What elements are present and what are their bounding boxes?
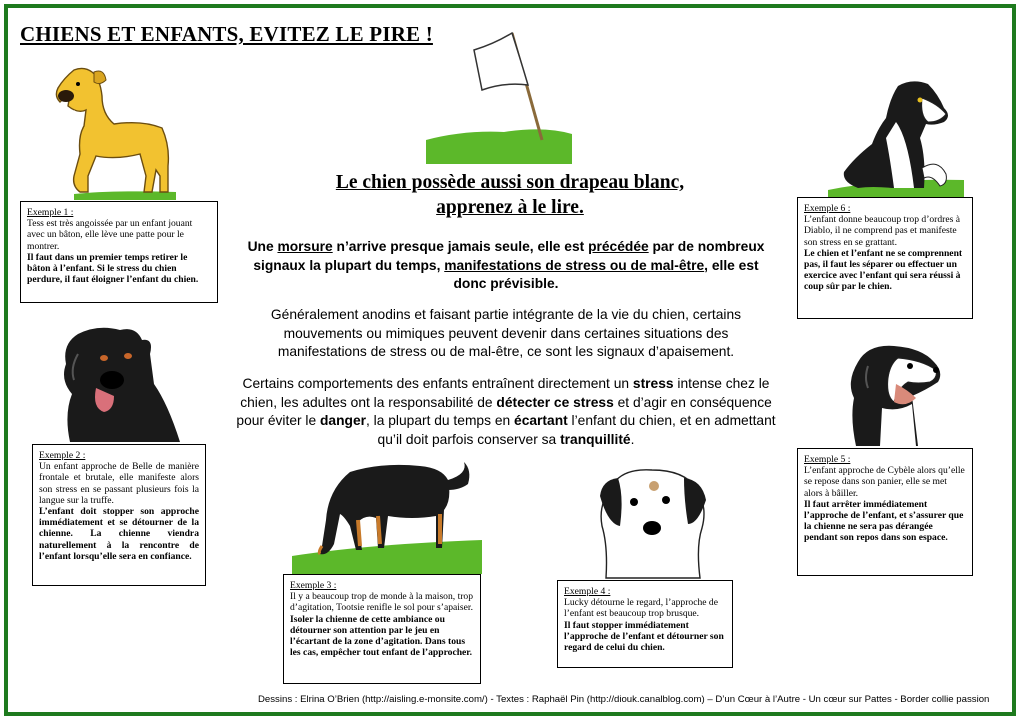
p3-text-e: l’enfant du chien, et en admettant qu’il doit parfois conserver sa bbox=[377, 413, 776, 447]
example-6-advice: Le chien et l’enfant ne se comprennent pas, il faut les séparer ou effectuer un exercice avec l’enfant qui sera réussi à coup sûr par le chien. bbox=[804, 247, 963, 293]
example-2-advice: L’enfant doit stopper son approche immédiatement et se détourner de la chienne. La chienne viendra naturellement à la rencontre de l’enfant lorsqu’elle sera en confiance. bbox=[39, 506, 199, 562]
yellow-dog-illustration bbox=[44, 66, 184, 200]
example-3-text: Il y a beaucoup trop de monde à la maison, trop d’agitation, Tootsie renifle le sol pour s’apaiser. bbox=[290, 591, 474, 614]
example-6-label: Exemple 6 : bbox=[804, 203, 851, 214]
intro-text-1: Une bbox=[247, 239, 278, 254]
intro-precedee: précédée bbox=[588, 239, 649, 254]
intro-manifestations: manifestations de stress ou de mal-être bbox=[444, 257, 705, 273]
center-subtitle bbox=[250, 170, 770, 220]
p3-text-c: et d’agir en conséquence pour éviter le bbox=[236, 394, 772, 428]
scratching-dog-illustration bbox=[828, 78, 966, 198]
example-4-advice: Il faut stopper immédiatement l’approche de l’enfant et détourner son regard de celui du chien. bbox=[564, 619, 724, 654]
p3-stress: stress bbox=[632, 376, 674, 391]
page-title: CHIENS ET ENFANTS, EVITEZ LE PIRE ! bbox=[20, 22, 433, 46]
example-5-advice: Il faut arrêter immédiatement l’approche de l’enfant, et s’assurer que la chienne ne sera pas dérangée pendant son repos dans son espace. bbox=[804, 498, 964, 544]
example-1-label: Exemple 1 : bbox=[27, 207, 74, 218]
example-1-text: Tess est très angoissée par un enfant jouant avec un bâton, elle lève une patte pour le montrer. bbox=[27, 218, 193, 252]
example-2-box bbox=[32, 444, 206, 586]
example-3-box bbox=[283, 574, 481, 684]
p3-ecartant: écartant bbox=[514, 413, 568, 428]
white-black-dog-face-illustration bbox=[592, 466, 712, 580]
example-2-label: Exemple 2 : bbox=[39, 450, 86, 461]
p3-text-a: Certains comportements des enfants entraînent directement un bbox=[242, 376, 633, 391]
intro-text-4: , elle est donc prévisible. bbox=[453, 257, 759, 291]
p3-detecter: détecter ce stress bbox=[496, 394, 614, 410]
example-4-label: Exemple 4 : bbox=[564, 586, 611, 597]
example-1-advice: Il faut dans un premier temps retirer le bâton à l’enfant. Si le stress du chien perdure, il faut éloigner l’enfant du chien. bbox=[27, 251, 199, 286]
example-2-text: Un enfant approche de Belle de manière frontale et brutale, elle manifeste alors son stress en se passant plusieurs fois la langue sur la truffe. bbox=[39, 461, 199, 506]
yawning-dog-illustration bbox=[842, 338, 946, 448]
p3-text-d: , la plupart du temps en bbox=[366, 413, 515, 428]
paragraph-2: Généralement anodins et faisant partie intégrante de la vie du chien, certains mouvements ou mimiques peuvent devenir dans certaines situations des manifestations de stress ou de mal-être, ce sont les signaux d’apaisement. bbox=[270, 307, 742, 359]
p3-text-f: . bbox=[630, 431, 635, 447]
example-4-text: Lucky détourne le regard, l’approche de l’enfant est beaucoup trop brusque. bbox=[564, 597, 718, 620]
example-1-box bbox=[20, 201, 218, 303]
credits-footer: Dessins : Elrina O’Brien (http://aisling.e-monsite.com/) - Textes : Raphaël Pin (http://diouk.canalblog.com) – D’un Cœur à l’Autre - Un cœur sur Pattes - Border collie passion bbox=[258, 694, 990, 705]
p3-text-b: intense chez le chien, les adultes ont la responsabilité de bbox=[240, 376, 770, 410]
subtitle-line-2: apprenez à le lire. bbox=[436, 197, 584, 218]
intro-paragraph bbox=[240, 238, 772, 294]
white-flag-illustration bbox=[424, 30, 574, 166]
example-3-advice: Isoler la chienne de cette ambiance ou détourner son attention par le jeu en l’écartant de la zone d’agitation. Dans tous les cas, empêcher tout enfant de l’approcher. bbox=[290, 613, 473, 659]
example-4-box bbox=[557, 580, 733, 668]
example-5-box bbox=[797, 448, 973, 576]
p3-danger: danger bbox=[320, 413, 366, 428]
example-6-box bbox=[797, 197, 973, 319]
intro-text-2: n’arrive presque jamais seule, elle est bbox=[332, 239, 589, 254]
sniffing-dog-illustration bbox=[292, 460, 482, 574]
black-scruffy-dog-illustration bbox=[58, 324, 184, 444]
p3-tranquillite: tranquillité bbox=[560, 431, 631, 447]
subtitle-line-1: Le chien possède aussi son drapeau blanc, bbox=[335, 172, 685, 193]
intro-morsure: morsure bbox=[277, 239, 333, 254]
example-3-label: Exemple 3 : bbox=[290, 580, 337, 591]
intro-text-3: par de nombreux signaux la plupart du temps, bbox=[253, 239, 765, 273]
example-6-text: L’enfant donne beaucoup trop d’ordres à Diablo, il ne comprend pas et manifeste son stress en se grattant. bbox=[804, 214, 961, 248]
example-5-text: L’enfant approche de Cybèle alors qu’elle se repose dans son panier, elle se met alors à bâiller. bbox=[804, 465, 965, 499]
example-5-label: Exemple 5 : bbox=[804, 454, 851, 465]
paragraph-3 bbox=[236, 375, 776, 449]
